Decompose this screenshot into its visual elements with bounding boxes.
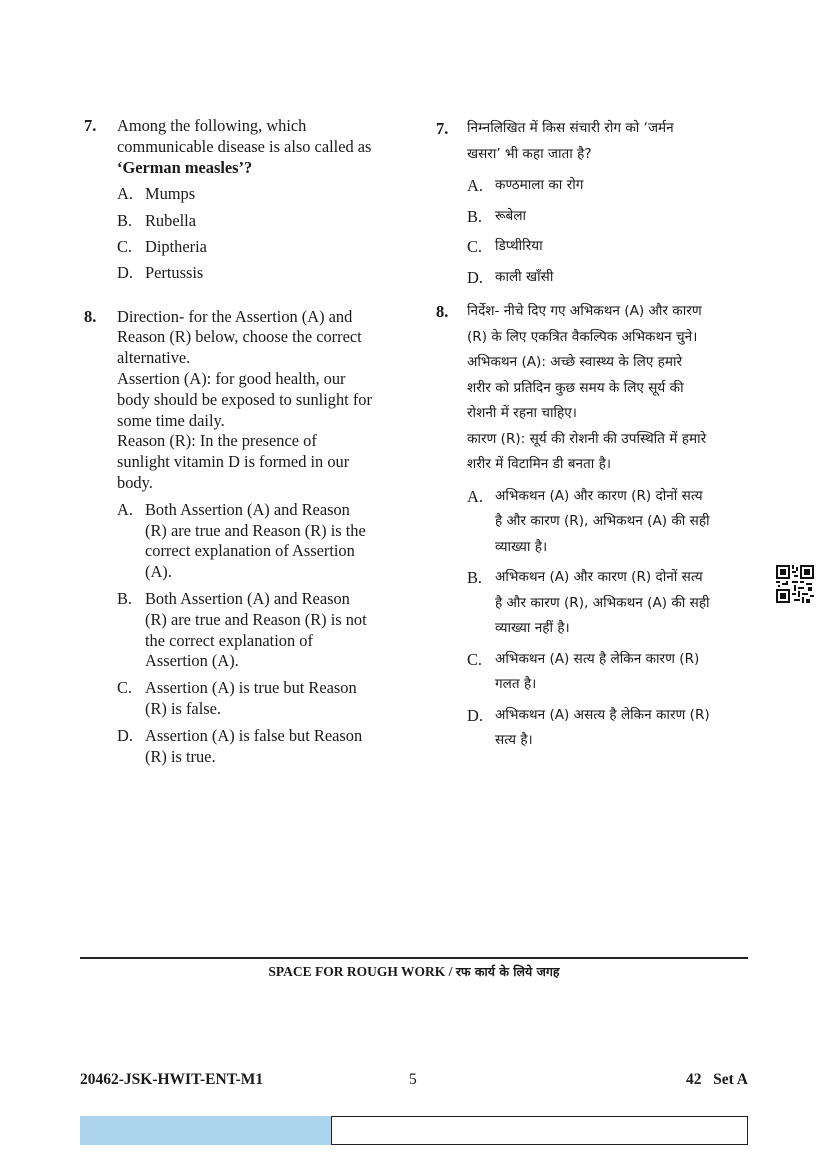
- page-number: 5: [409, 1071, 417, 1088]
- option-d: D. काली खाँसी: [467, 267, 554, 287]
- paper-code: 20462-JSK-HWIT-ENT-M1: [80, 1071, 264, 1088]
- option-a: A. अभिकथन (A) और कारण (R) दोनों सत्य है और कारण (R), अभिकथन (A) की सही व्याख्या है।: [467, 486, 710, 555]
- question-7-en: [84, 116, 406, 290]
- english-column: [84, 116, 406, 773]
- question-text: some time daily.: [117, 410, 225, 430]
- option-c: C. Assertion (A) is true but Reason (R) is false.: [117, 678, 357, 718]
- question-text: कारण (R): सूर्य की रोशनी की उपस्थिति में हमारे: [467, 430, 707, 447]
- hindi-column: [436, 116, 754, 759]
- question-text: body should be exposed to sunlight for: [117, 389, 372, 409]
- rough-work-label: SPACE FOR ROUGH WORK / रफ कार्य के लिये जगह: [268, 964, 560, 979]
- option-d: D. Pertussis: [117, 263, 204, 283]
- option-a: A. Both Assertion (A) and Reason (R) are true and Reason (R) is the correct explanation of Assertion (A).: [117, 499, 366, 582]
- option-a: A. Mumps: [117, 184, 196, 204]
- question-text: शरीर को प्रतिदिन कुछ समय के लिए सूर्य की: [467, 379, 684, 396]
- footer-color-band: [80, 1116, 331, 1145]
- question-text: निर्देश- नीचे दिए गए अभिकथन (A) और कारण: [467, 303, 702, 319]
- question-text: अभिकथन (A): अच्छे स्वास्थ्य के लिए हमारे: [467, 354, 683, 370]
- question-emphasis: ‘German measles’?: [117, 157, 253, 177]
- question-number: 8.: [436, 302, 449, 321]
- question-text: रोशनी में रहना चाहिए।: [467, 405, 577, 421]
- question-text: Direction- for the Assertion (A) and: [117, 306, 353, 326]
- question-text: Reason (R): In the presence of: [117, 431, 317, 451]
- set-label: 42 Set A: [686, 1071, 748, 1088]
- question-text: body.: [117, 472, 153, 492]
- option-b: B. Rubella: [117, 210, 196, 230]
- question-text: communicable disease is also called as: [117, 136, 372, 156]
- question-text: शरीर में विटामिन डी बनता है।: [467, 456, 612, 472]
- question-8-hi: [436, 299, 754, 759]
- question-8-en: [84, 307, 406, 774]
- option-c: C. अभिकथन (A) सत्य है लेकिन कारण (R) गलत है।: [467, 649, 700, 692]
- question-7-hi: [436, 116, 754, 295]
- question-text: खसरा’ भी कहा जाता है?: [467, 145, 592, 162]
- question-number: 7.: [84, 116, 97, 135]
- footer-empty-box: [331, 1116, 748, 1145]
- question-text: निम्नलिखित में किस संचारी रोग को ‘जर्मन: [467, 120, 674, 136]
- option-b: B. Both Assertion (A) and Reason (R) are true and Reason (R) is not the correct explanation of Assertion (A).: [117, 588, 367, 671]
- option-a: A. कण्ठमाला का रोग: [467, 176, 584, 195]
- option-b: B. अभिकथन (A) और कारण (R) दोनों सत्य है और कारण (R), अभिकथन (A) की सही व्याख्या नहीं है।: [467, 568, 710, 636]
- question-text: sunlight vitamin D is formed in our: [117, 452, 350, 472]
- question-text: Assertion (A): for good health, our: [117, 368, 346, 388]
- option-c: C. Diptheria: [117, 236, 207, 256]
- question-number: 8.: [84, 306, 97, 326]
- option-d: D. Assertion (A) is false but Reason (R) is true.: [117, 725, 363, 766]
- option-d: D. अभिकथन (A) असत्य है लेकिन कारण (R) सत्य है।: [467, 705, 710, 748]
- question-text: Reason (R) below, choose the correct: [117, 327, 362, 347]
- question-number: 7.: [436, 119, 449, 138]
- option-b: B. रूबेला: [467, 206, 527, 226]
- question-text: Among the following, which: [117, 116, 307, 135]
- question-text: alternative.: [117, 348, 191, 368]
- option-c: C. डिप्थीरिया: [467, 237, 543, 256]
- question-text: (R) के लिए एकत्रित वैकल्पिक अभिकथन चुने।: [467, 328, 698, 345]
- rough-work-divider: [80, 957, 748, 959]
- qr-code-icon: [776, 565, 814, 603]
